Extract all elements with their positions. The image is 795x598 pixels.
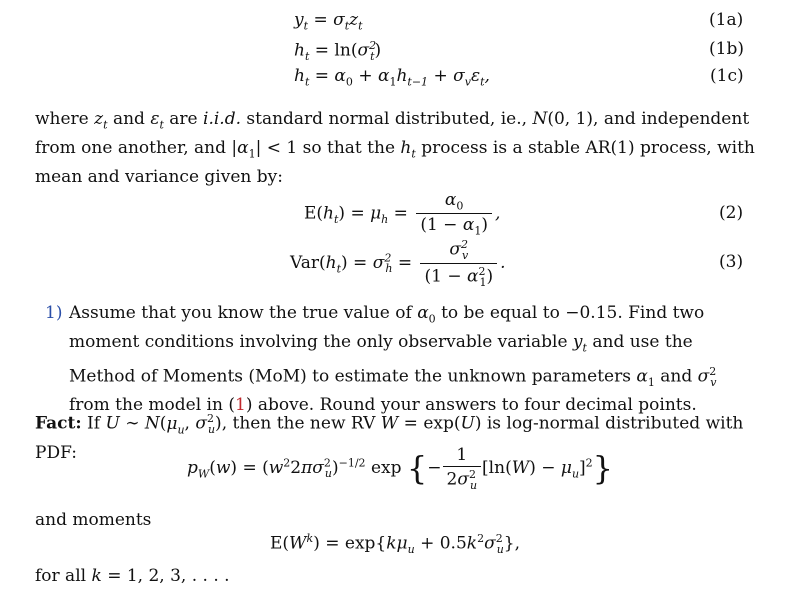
equation-label-2: (2) xyxy=(719,203,744,223)
equation-label-3: (3) xyxy=(719,252,744,272)
equation-1a: $y_t = \sigma_tz_t$ xyxy=(294,10,363,33)
equation-ref-link[interactable]: 1 xyxy=(235,395,246,416)
equation-1c: $h_t = \alpha_0 + \alpha_1h_{t-1} + \sigma_v\varepsilon_t$, xyxy=(294,66,490,89)
equation-label-1b: (1b) xyxy=(709,39,744,59)
equation-label-1a: (1a) xyxy=(709,10,744,30)
question-text: Assume that you know the true value of $\alpha_0$ to be equal to −0.15. Find two moment conditions involving the only observable variable $y_t$ and use the Method of Moments (MoM) to estimate the unknown parameters $\alpha_1$ and $\sigma^2_v$ from the model in (1) above. Round your answers to four decimal points. xyxy=(69,303,717,416)
equation-3: $Var(h_t) = \sigma^2_h$ = $\frac{\sigma^2_v}{(1 - \alpha^2_1)}$ . xyxy=(290,238,506,290)
equation-1b: $h_t = \ln(\sigma^2_t)$ xyxy=(294,39,382,64)
equation-2: $E(h_t) = \mu_h$ = $\frac{\alpha_0}{(1 - \alpha_1)}$ , xyxy=(304,190,501,238)
question-number: 1) xyxy=(45,303,63,323)
equation-label-1c: (1c) xyxy=(710,66,744,86)
equation-moments: $E(W^k) = \exp\{k\mu_u + 0.5k^2\sigma^2_u\}$, xyxy=(270,532,521,557)
footer-text: for all k = 1, 2, 3, . . . . xyxy=(35,566,230,586)
moments-intro: and moments xyxy=(35,510,152,530)
paragraph-definitions: where $z_t$ and $\varepsilon_t$ are i.i.d. standard normal distributed, ie., N(0, 1), and independent from one another, and $|\alpha_1| < 1$ so that the $h_t$ process is a stable AR(1) process, with mean and variance given by: xyxy=(35,109,755,187)
fact-paragraph: Fact: If U ∼ $N(\mu_u$, $\sigma^2_u$), then the new RV W = exp(U) is log-normal distributed with PDF: xyxy=(35,412,744,463)
equation-pdf: $p_W(w) = (w^22\pi\sigma^2_u)^{-1/2}$ exp {− $\frac{1}{2\sigma^2_u}$ $[\ln(W) - \mu_u]^2$} xyxy=(187,445,614,493)
